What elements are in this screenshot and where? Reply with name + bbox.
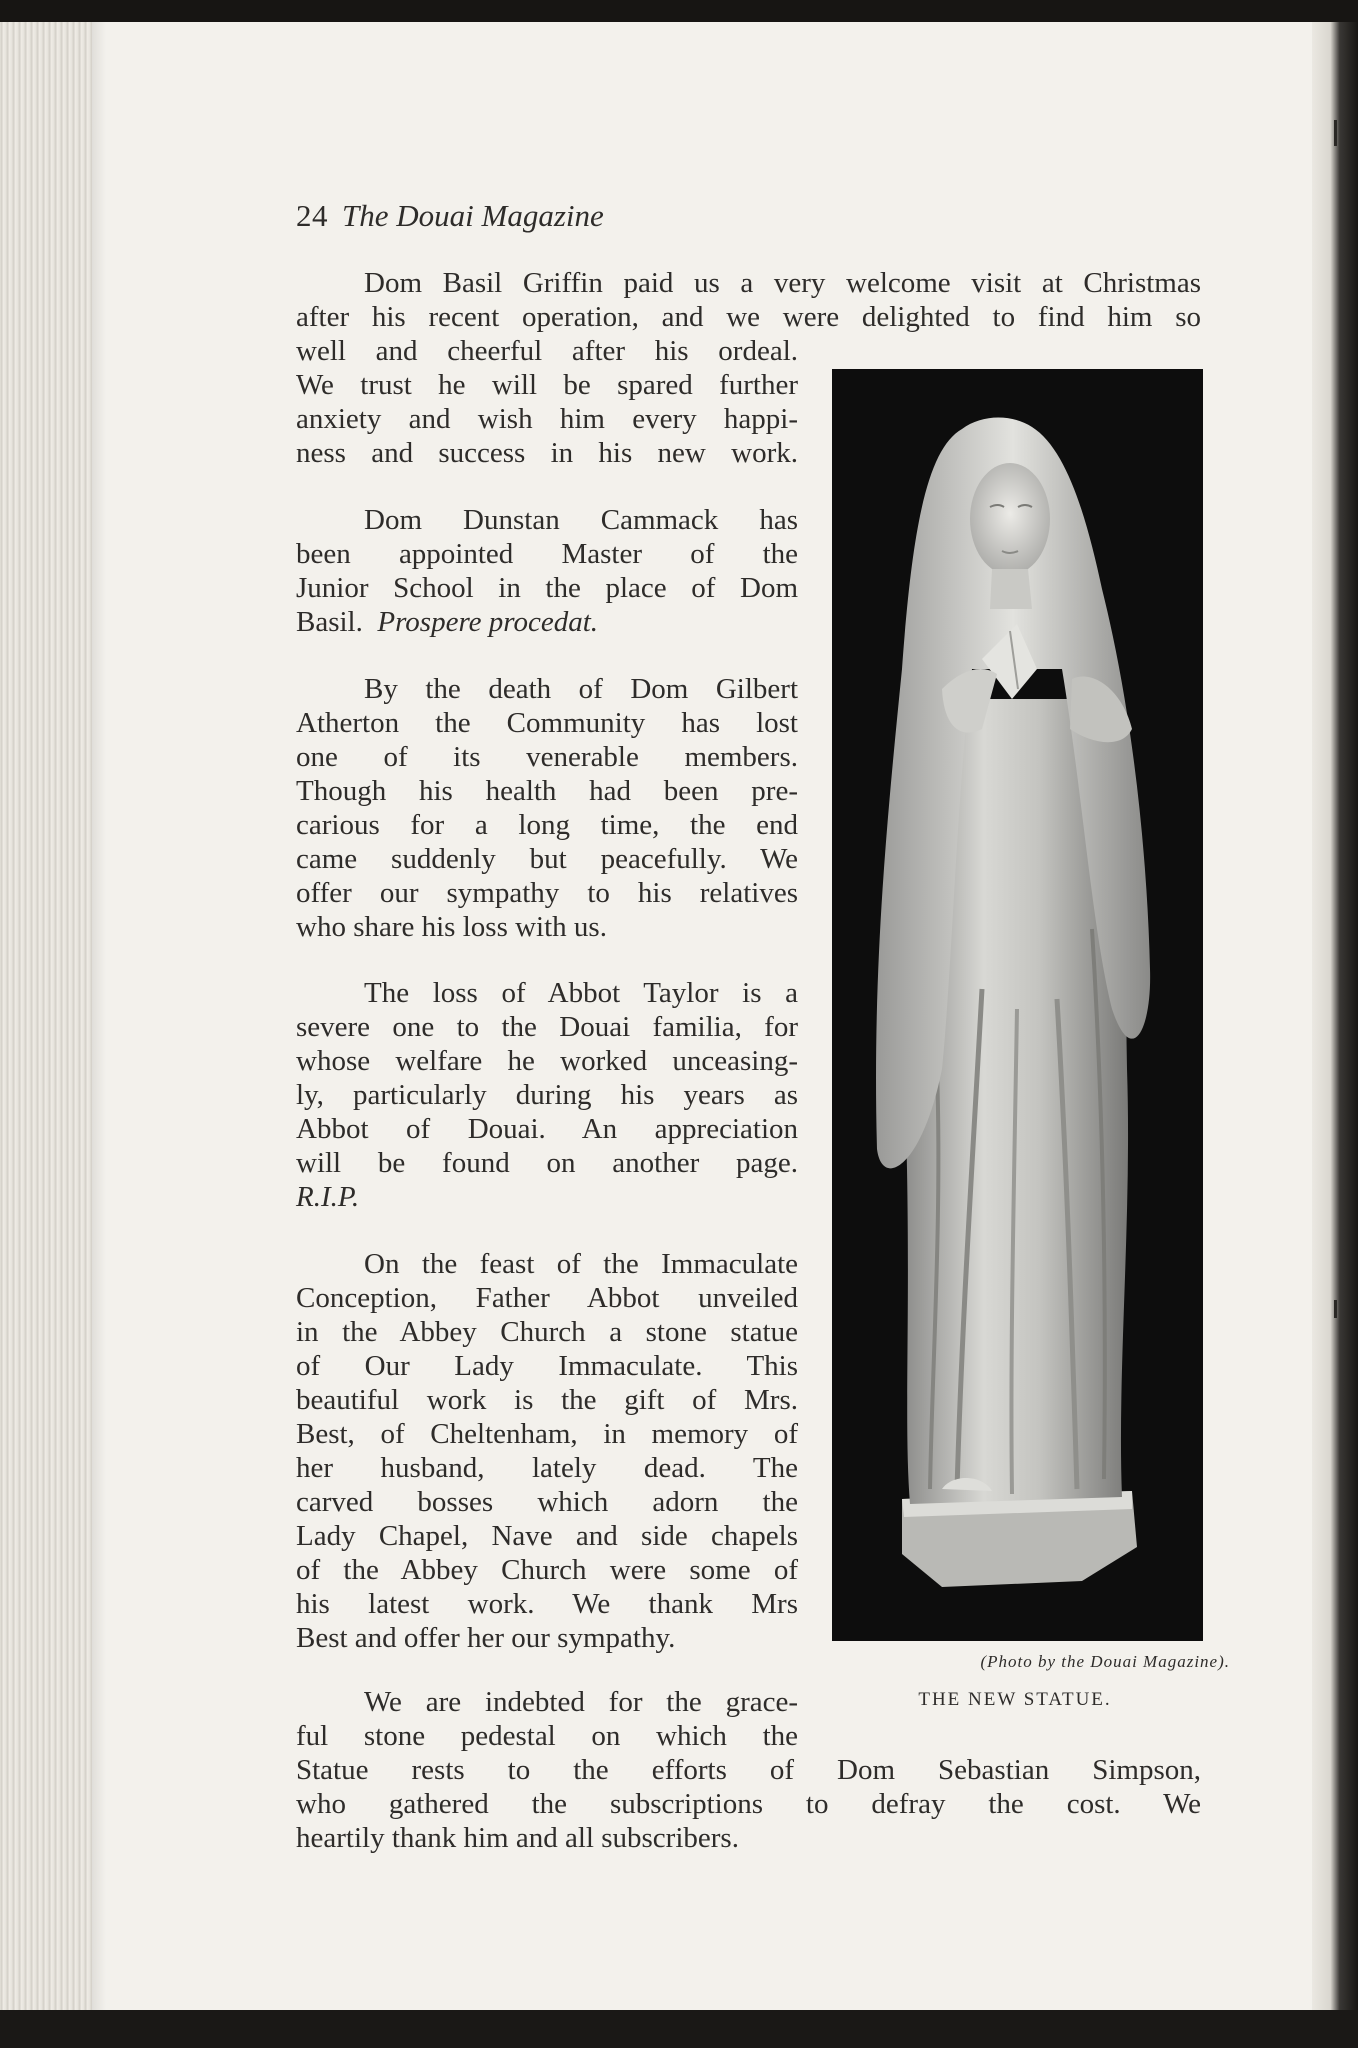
magazine-title: The Douai Magazine bbox=[342, 198, 604, 233]
text-line: ful stone pedestal on which the bbox=[296, 1720, 798, 1752]
text-line: offer our sympathy to his relatives bbox=[296, 877, 798, 909]
page-stack-edge bbox=[0, 22, 92, 2012]
text-line: We trust he will be spared further bbox=[296, 369, 798, 401]
text-line: By the death of Dom Gilbert bbox=[364, 673, 798, 705]
text-line: Dom Basil Griffin paid us a very welcome visit at Christmas bbox=[364, 267, 1201, 299]
text-line: R.I.P. bbox=[296, 1181, 360, 1213]
text-line: anxiety and wish him every happi- bbox=[296, 403, 798, 435]
text-line: Statue rests to the efforts of Dom Sebastian Simpson, bbox=[296, 1754, 1201, 1786]
scan-speck bbox=[1334, 120, 1337, 146]
scan-bottom-edge bbox=[0, 2010, 1358, 2048]
text-line: of the Abbey Church were some of bbox=[296, 1554, 798, 1586]
text-line: will be found on another page. bbox=[296, 1147, 798, 1179]
text-line: Best and offer her our sympathy. bbox=[296, 1622, 676, 1654]
running-header bbox=[296, 198, 604, 234]
text-line: We are indebted for the grace- bbox=[364, 1686, 798, 1718]
right-gutter bbox=[1312, 22, 1358, 2012]
text-line: beautiful work is the gift of Mrs. bbox=[296, 1384, 798, 1416]
page-number: 24 bbox=[296, 198, 328, 233]
text-line: Dom Dunstan Cammack has bbox=[364, 504, 798, 536]
text-line: Conception, Father Abbot unveiled bbox=[296, 1282, 798, 1314]
text-line: who share his loss with us. bbox=[296, 911, 607, 943]
gutter-shadow bbox=[92, 22, 106, 2012]
figure-caption: THE NEW STATUE. bbox=[918, 1689, 1112, 1710]
text-line: Lady Chapel, Nave and side chapels bbox=[296, 1520, 798, 1552]
text-line bbox=[296, 605, 798, 639]
text-line: who gathered the subscriptions to defray the cost. We bbox=[296, 1788, 1201, 1820]
text-line: heartily thank him and all subscribers. bbox=[296, 1822, 739, 1854]
text-line: severe one to the Douai familia, for bbox=[296, 1011, 798, 1043]
text-line: Atherton the Community has lost bbox=[296, 707, 798, 739]
text-line: well and cheerful after his ordeal. bbox=[296, 335, 798, 367]
text-line: came suddenly but peacefully. We bbox=[296, 843, 798, 875]
text-line: after his recent operation, and we were delighted to find him so bbox=[296, 301, 1201, 333]
statue-photo bbox=[832, 369, 1203, 1641]
text-line: her husband, lately dead. The bbox=[296, 1452, 798, 1484]
text-line: ness and success in his new work. bbox=[296, 437, 798, 469]
text-line: On the feast of the Immaculate bbox=[364, 1248, 798, 1280]
text-run: Basil. bbox=[296, 606, 363, 638]
text-line: carious for a long time, the end bbox=[296, 809, 798, 841]
photo-credit: (Photo by the Douai Magazine). bbox=[980, 1652, 1230, 1671]
scan-speck bbox=[1334, 1300, 1337, 1318]
text-line: Abbot of Douai. An appreciation bbox=[296, 1113, 798, 1145]
text-line: The loss of Abbot Taylor is a bbox=[364, 977, 798, 1009]
latin-phrase: Prospere procedat. bbox=[377, 606, 599, 638]
text-line: Though his health had been pre- bbox=[296, 775, 798, 807]
text-line: Best, of Cheltenham, in memory of bbox=[296, 1418, 798, 1450]
text-line: ly, particularly during his years as bbox=[296, 1079, 798, 1111]
scan-top-edge bbox=[0, 0, 1358, 22]
text-line: been appointed Master of the bbox=[296, 538, 798, 570]
text-line: his latest work. We thank Mrs bbox=[296, 1588, 798, 1620]
text-line: Junior School in the place of Dom bbox=[296, 572, 798, 604]
text-line: carved bosses which adorn the bbox=[296, 1486, 798, 1518]
text-line: in the Abbey Church a stone statue bbox=[296, 1316, 798, 1348]
text-line: of Our Lady Immaculate. This bbox=[296, 1350, 798, 1382]
statue-illustration bbox=[832, 369, 1203, 1641]
text-line: whose welfare he worked unceasing- bbox=[296, 1045, 798, 1077]
text-line: one of its venerable members. bbox=[296, 741, 798, 773]
